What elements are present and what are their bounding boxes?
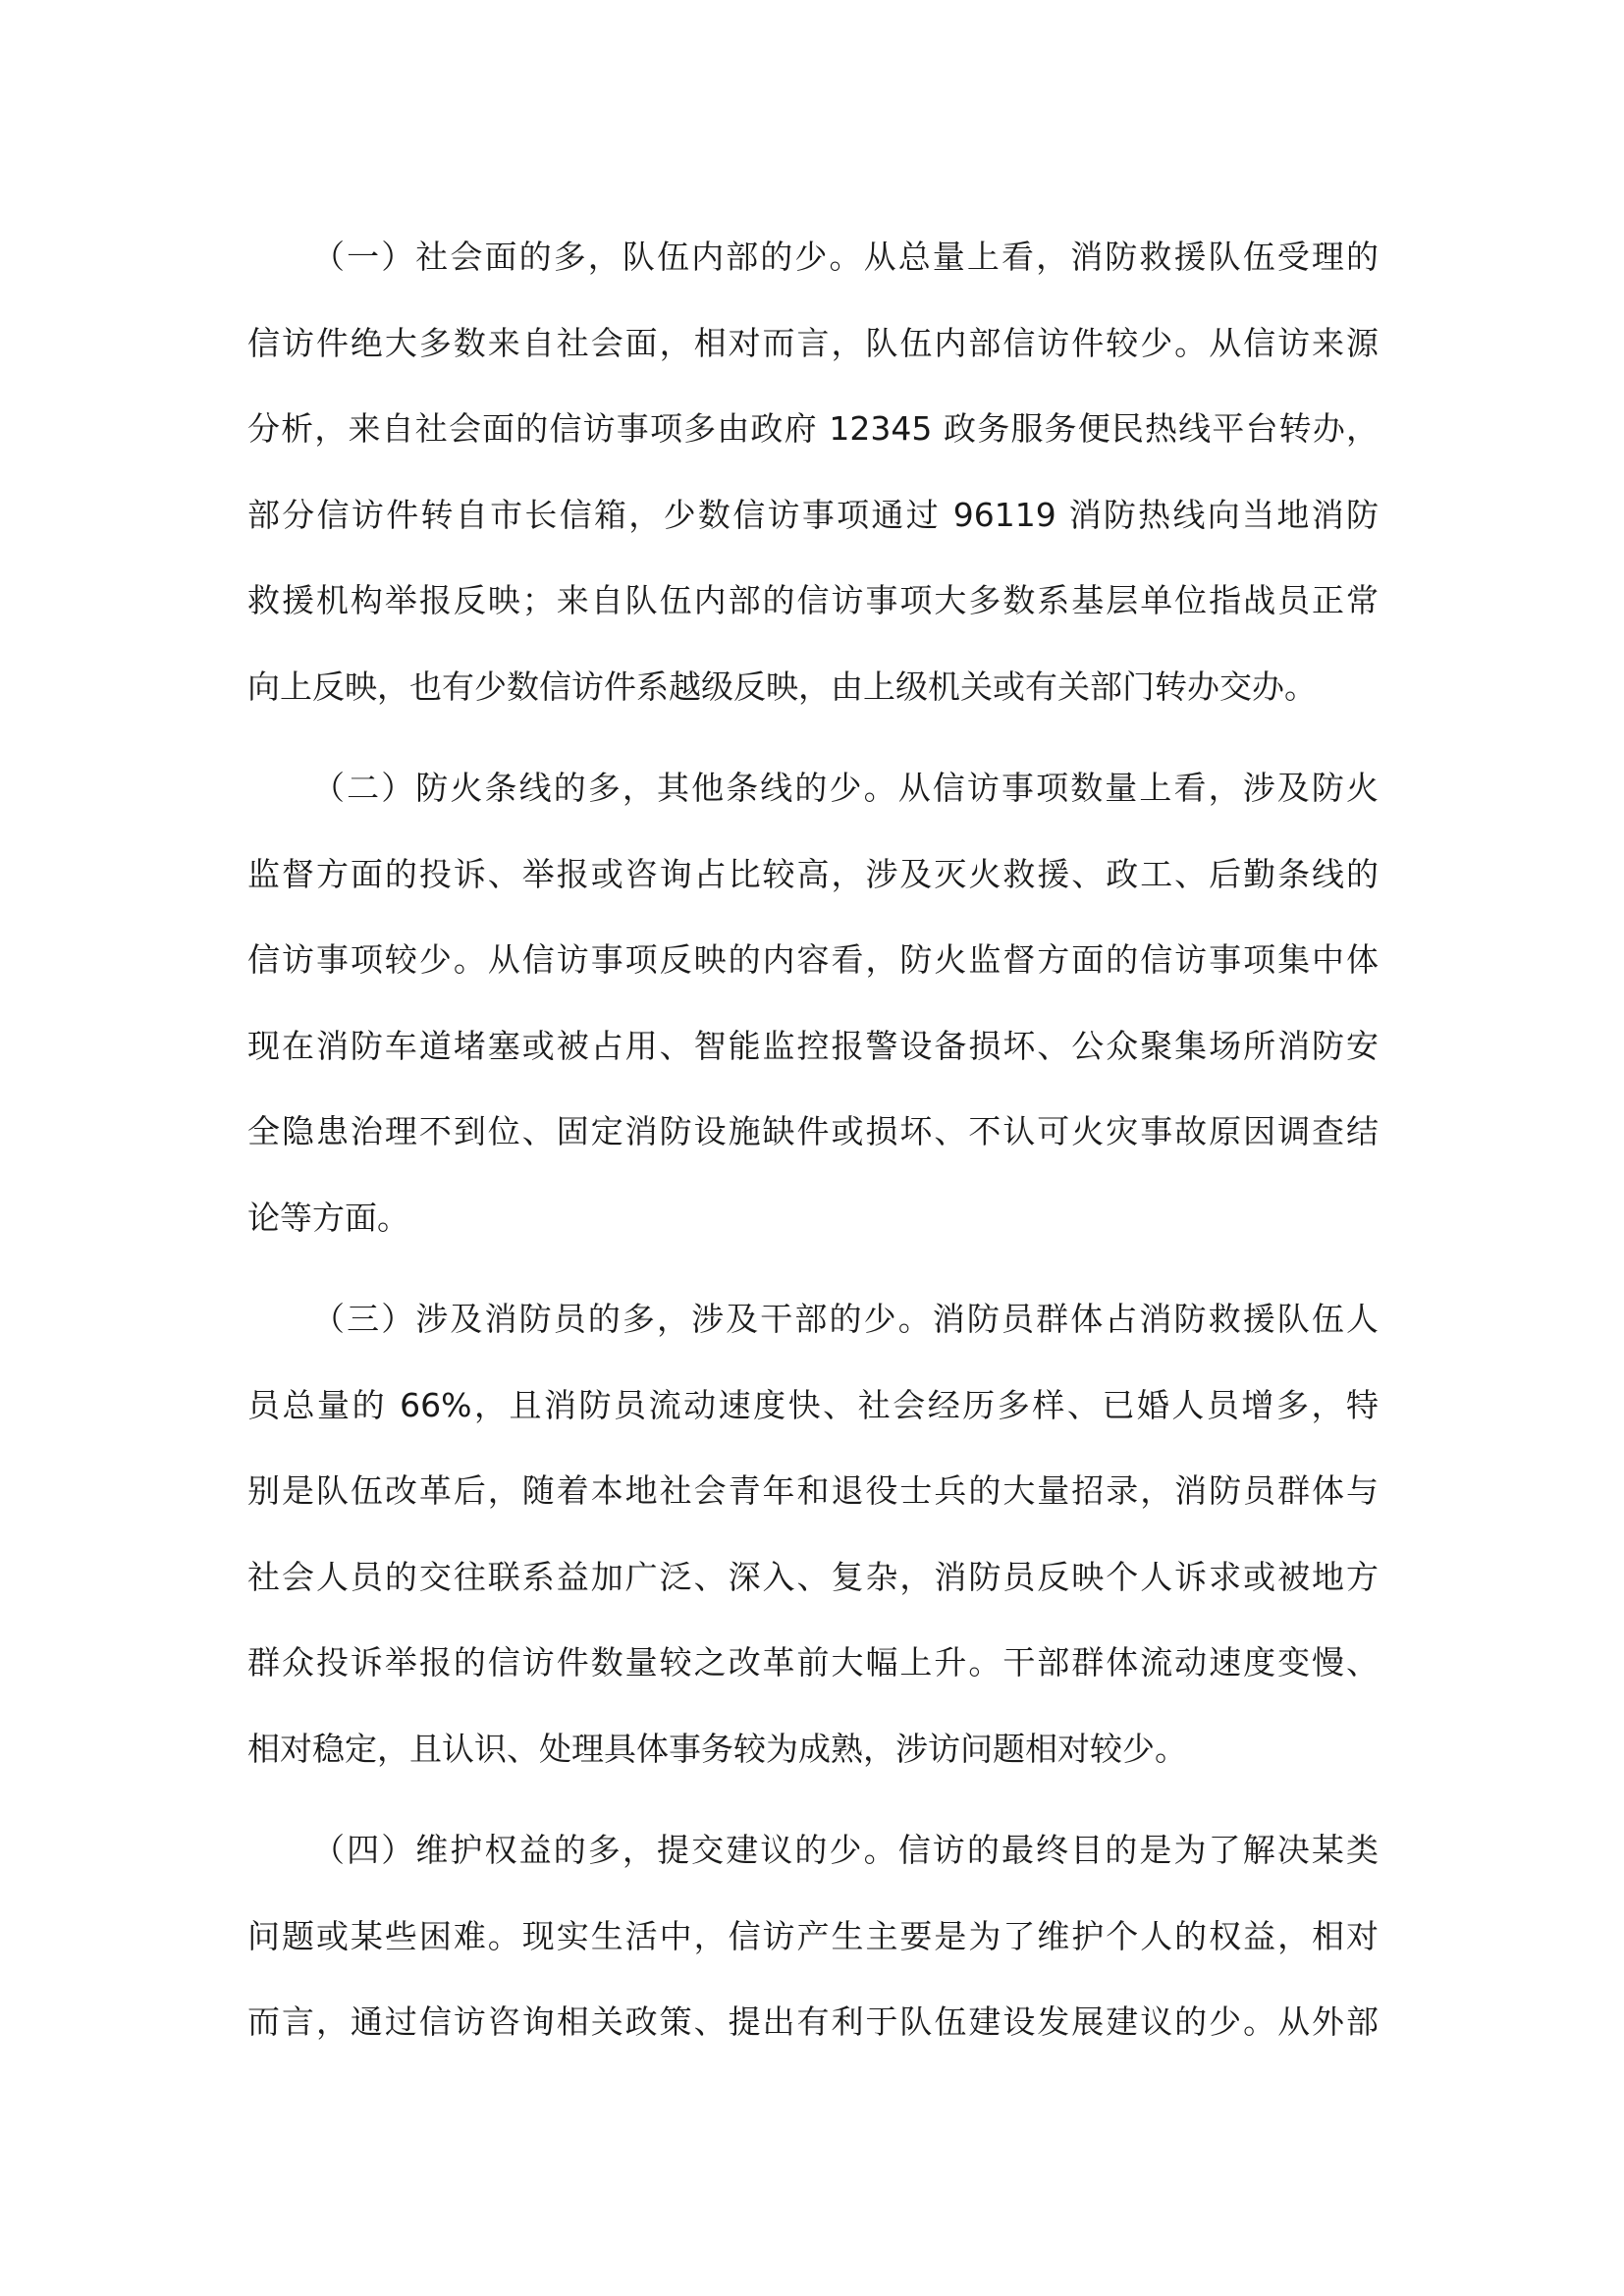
- text-line: 而言，通过信访咨询相关政策、提出有利于队伍建设发展建议的少。从外部: [247, 2002, 1379, 2041]
- text-line: （一）社会面的多，队伍内部的少。从总量上看，消防救援队伍受理的: [312, 238, 1379, 276]
- text-line: 信访事项较少。从信访事项反映的内容看，防火监督方面的信访事项集中体: [247, 940, 1379, 979]
- document-page: [247, 214, 1379, 2081]
- text-line: 社会人员的交往联系益加广泛、深入、复杂，消防员反映个人诉求或被地方: [247, 1557, 1379, 1596]
- text-line: 群众投诉举报的信访件数量较之改革前大幅上升。干部群体流动速度变慢、: [247, 1643, 1379, 1682]
- text-line: 分析，来自社会面的信访事项多由政府 12345 政务服务便民热线平台转办，: [247, 409, 1379, 448]
- text-line: 论等方面。: [247, 1198, 409, 1237]
- text-line: 向上反映，也有少数信访件系越级反映，由上级机关或有关部门转办交办。: [247, 667, 1317, 706]
- text-line: （四）维护权益的多，提交建议的少。信访的最终目的是为了解决某类: [312, 1831, 1379, 1869]
- text-line: 部分信访件转自市长信箱，少数信访事项通过 96119 消防热线向当地消防: [247, 495, 1379, 534]
- text-line: 信访件绝大多数来自社会面，相对而言，队伍内部信访件较少。从信访来源: [247, 323, 1379, 362]
- text-line: 全隐患治理不到位、固定消防设施缺件或损坏、不认可火灾事故原因调查结: [247, 1112, 1379, 1150]
- text-line: 问题或某些困难。现实生活中，信访产生主要是为了维护个人的权益，相对: [247, 1916, 1379, 1955]
- text-line: 别是队伍改革后，随着本地社会青年和退役士兵的大量招录，消防员群体与: [247, 1471, 1379, 1510]
- text-line: 救援机构举报反映；来自队伍内部的信访事项大多数系基层单位指战员正常: [247, 581, 1379, 619]
- text-line: 现在消防车道堵塞或被占用、智能监控报警设备损坏、公众聚集场所消防安: [247, 1026, 1379, 1065]
- text-line: （二）防火条线的多，其他条线的少。从信访事项数量上看，涉及防火: [312, 769, 1379, 807]
- text-line: （三）涉及消防员的多，涉及干部的少。消防员群体占消防救援队伍人: [312, 1300, 1379, 1338]
- text-line: 员总量的 66%，且消防员流动速度快、社会经历多样、已婚人员增多，特: [247, 1385, 1379, 1424]
- text-line: 相对稳定，且认识、处理具体事务较为成熟，涉访问题相对较少。: [247, 1729, 1187, 1768]
- paragraph: [247, 1807, 1379, 2065]
- paragraph: [247, 214, 1379, 729]
- paragraph: [247, 745, 1379, 1260]
- paragraph: [247, 1276, 1379, 1791]
- text-line: 监督方面的投诉、举报或咨询占比较高，涉及灭火救援、政工、后勤条线的: [247, 854, 1379, 893]
